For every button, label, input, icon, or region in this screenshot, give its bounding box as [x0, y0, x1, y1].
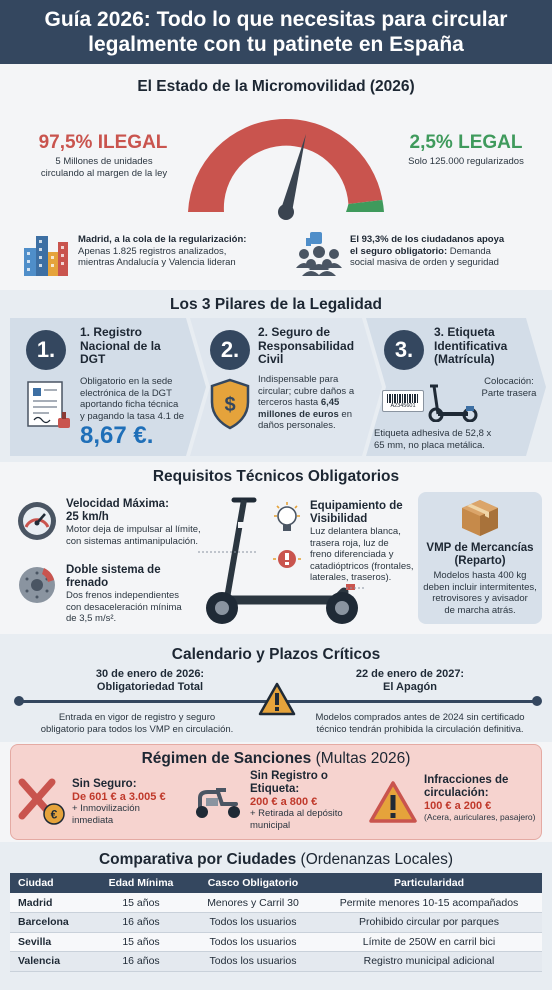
pillar-2-text-line4: en [341, 408, 352, 420]
milestone-2026-text [20, 712, 254, 735]
legal-percentage: 2,5% LEGAL [409, 132, 523, 153]
table-cell-particularity: Límite de 250W en carril bici [316, 932, 542, 952]
sanction-2-title-line1: Sin Registro o [250, 770, 328, 782]
speedometer-icon [16, 500, 58, 542]
milestone-2027 [310, 668, 510, 694]
visibility-text-line1: Luz delantera blanca, [310, 526, 401, 537]
registration-document-icon [24, 380, 72, 434]
pillar-1-text-line2: electrónica de la DGT [80, 387, 172, 399]
milestone-2026-label: Obligatoriedad Total [96, 681, 204, 693]
pillar-2-title-line3: Civil [258, 352, 284, 366]
cities-title-sub: (Ordenanzas Locales) [300, 851, 454, 868]
sanction-traffic-infractions [424, 774, 542, 824]
milestone-2026-text-line1: Entrada en vigor de registro y seguro [58, 712, 216, 723]
milestone-2026-text-line2: obligatorio para todos los VMP en circulación. [40, 723, 234, 735]
svg-text:€: € [50, 807, 58, 822]
cities-title [0, 851, 552, 869]
sanction-1-amount: De 601 € a 3.005 € [72, 791, 166, 803]
sanction-1-text-line2: inmediata [72, 814, 114, 826]
label-placement-line1: Colocación: [484, 376, 534, 387]
table-cell-helmet: Todos los usuarios [190, 913, 316, 933]
illegal-percentage: 97,5% ILEGAL [38, 132, 168, 153]
visibility-requirement [310, 500, 426, 584]
pillar-2-coverage-unit: millones de euros [258, 408, 339, 420]
pillar-1-title-line3: DGT [80, 352, 106, 366]
table-cell-age: 16 años [92, 913, 190, 933]
pillar-1-text-line1: Obligatorio en la sede [80, 376, 173, 387]
milestone-2026 [50, 668, 250, 694]
registration-fee: 8,67 €. [80, 422, 154, 449]
illegal-desc-line1: 5 Millones de unidades [55, 156, 153, 167]
pillar-2-text-line3: terceros hasta [258, 397, 319, 408]
table-cell-city: Barcelona [10, 913, 92, 933]
pillar-3-title-line3: (Matrícula) [434, 352, 495, 366]
speed-title-line2: 25 km/h [66, 511, 109, 523]
pillar-3-text [374, 428, 524, 451]
visibility-text-line4: catadióptricos (frontales, [310, 560, 414, 572]
milestone-2026-date: 30 de enero de 2026: [95, 668, 205, 680]
sanction-3-text: (Acera, auriculares, pasajero) [424, 812, 536, 822]
legal-description: Solo 125.000 regularizados [408, 156, 524, 167]
citizens-info [350, 234, 546, 269]
cargo-box-icon [460, 498, 500, 538]
brake-title-line1: Doble sistema de [66, 564, 161, 576]
pillar-1-title-line1: 1. Registro [80, 325, 143, 339]
towed-scooter-icon [192, 784, 244, 820]
citizens-title-line1: El 93,3% de los ciudadanos apoya [350, 234, 505, 245]
illegal-desc-line2: circulando al margen de la ley [40, 167, 168, 179]
milestone-2027-text-line2: técnico tendrán prohibida la circulación definitiva. [316, 723, 524, 735]
calendar-title: Calendario y Plazos Críticos [171, 646, 381, 663]
visibility-text-line3: freno diferenciada y [310, 549, 394, 560]
sanction-3-title-line2: circulación: [424, 787, 489, 799]
cargo-title-line2: (Reparto) [454, 555, 506, 567]
pillar-3-title-line2: Identificativa [434, 338, 508, 353]
column-header-particularity: Particularidad [316, 873, 542, 893]
warning-triangle-icon [258, 682, 296, 716]
column-header-min-age: Edad Mínima [92, 873, 190, 893]
page-title-line1: Guía 2026: Todo lo que necesitas para circular [44, 8, 508, 31]
no-insurance-x-icon [18, 778, 66, 826]
label-placement-line2: Parte trasera [481, 387, 537, 399]
pillar-3-text-line2: 65 mm, no placa metálica. [374, 439, 485, 451]
pillar-1-title [80, 326, 190, 367]
barcode-icon [387, 394, 419, 403]
table-row [10, 893, 542, 913]
sanction-2-text-line2: municipal [250, 819, 291, 831]
speed-text-line1: Motor deja de impulsar al límite, [66, 524, 201, 535]
speed-requirement [66, 498, 216, 547]
pillar-3-title-line1: 3. Etiqueta [434, 325, 495, 339]
milestone-2027-date: 22 de enero de 2027: [355, 668, 465, 680]
table-cell-age: 15 años [92, 932, 190, 952]
sanction-no-insurance [72, 778, 192, 826]
table-cell-city: Valencia [10, 952, 92, 972]
cargo-text-line2: deben incluir intermitentes, [423, 581, 537, 593]
pillar-2-text-line5: daños personales. [258, 420, 336, 431]
sanctions-title [0, 750, 552, 768]
pillar-1-text [80, 376, 194, 422]
visibility-text-line2: trasera roja, luz de [310, 537, 389, 549]
city-buildings-icon [22, 230, 70, 276]
license-label-sticker [382, 390, 424, 412]
pillar-2-text [258, 374, 366, 432]
table-cell-age: 15 años [92, 893, 190, 913]
pillar-2-coverage-amount: 6,45 [320, 397, 340, 408]
cities-title-main: Comparativa por Ciudades [98, 851, 297, 868]
milestone-2027-text [298, 712, 542, 735]
sanction-2-amount: 200 € a 800 € [250, 796, 318, 808]
pillar-2-title-line1: 2. Seguro de [258, 325, 331, 339]
citizens-text-line1: Demanda [449, 245, 491, 257]
column-header-helmet: Casco Obligatorio [190, 873, 316, 893]
pillar-2-title [258, 326, 364, 367]
pillar-1-text-line4: y pagando la tasa 4.1 de [80, 410, 185, 422]
label-placement [474, 376, 544, 399]
table-cell-helmet: Todos los usuarios [190, 952, 316, 972]
gauge-pivot [278, 204, 294, 220]
light-bulb-icon [272, 502, 302, 536]
rear-light-icon [272, 546, 302, 572]
sanction-1-text-line1: + Inmovilización [72, 803, 140, 814]
sanction-2-text-line1: + Retirada al depósito [250, 808, 343, 819]
pillar-3-text-line1: Etiqueta adhesiva de 52,8 x [374, 428, 492, 439]
traffic-warning-icon [368, 780, 418, 824]
sanction-3-amount: 100 € a 200 € [424, 800, 492, 812]
table-cell-helmet: Menores y Carril 30 [190, 893, 316, 913]
pillar-2-text-line1: Indispensable para [258, 374, 339, 385]
table-cell-city: Sevilla [10, 932, 92, 952]
brake-text-line1: Dos frenos independientes [66, 590, 180, 601]
pillar-1-text-line3: aportando ficha técnica [80, 399, 179, 410]
sanction-2-title-line2: Etiqueta: [250, 783, 300, 795]
state-title: El Estado de la Micromovilidad (2026) [137, 78, 415, 95]
pillar-1-title-line2: Nacional de la [80, 338, 161, 353]
timeline-start-dot [14, 696, 24, 706]
table-row [10, 932, 542, 952]
sanctions-title-main: Régimen de Sanciones [141, 750, 312, 767]
cargo-requirement [420, 542, 540, 616]
citizens-title-line2: el seguro obligatorio: [350, 245, 448, 257]
sanction-3-title-line1: Infracciones de [424, 774, 509, 786]
table-cell-particularity: Prohibido circular por parques [316, 913, 542, 933]
table-row [10, 913, 542, 933]
citizens-thumbs-up-icon [294, 228, 344, 276]
illegal-description [10, 156, 198, 179]
pillar-2-text-line2: circular; cubre daños a [258, 385, 355, 397]
legality-gauge [180, 104, 392, 220]
madrid-info-line1: Apenas 1.825 registros analizados, [78, 245, 227, 257]
pillar-2-title-line2: Responsabilidad [258, 338, 355, 353]
milestone-2027-label: El Apagón [383, 681, 437, 693]
visibility-title-line2: Visibilidad [310, 513, 368, 525]
table-cell-age: 16 años [92, 952, 190, 972]
cities-comparison-table [10, 873, 542, 972]
table-row [10, 952, 542, 972]
speed-title-line1: Velocidad Máxima: [66, 498, 169, 510]
table-header-row [10, 873, 542, 893]
cargo-title-line1: VMP de Mercancías [426, 542, 534, 554]
madrid-info-line2: mientras Andalucía y Valencia lideran [78, 257, 236, 268]
table-cell-helmet: Todos los usuarios [190, 932, 316, 952]
sanctions-title-sub: (Multas 2026) [315, 750, 411, 767]
brake-disc-icon [16, 564, 58, 606]
column-header-city: Ciudad [10, 873, 92, 893]
brake-title-line2: frenado [66, 577, 109, 589]
cargo-text-line1: Modelos hasta 400 kg [433, 570, 527, 581]
madrid-info [78, 234, 278, 269]
sanction-1-title: Sin Seguro: [72, 778, 137, 790]
sanction-no-registration [250, 770, 370, 831]
visibility-text-line5: laterales, traseros). [310, 572, 392, 583]
visibility-title-line1: Equipamiento de [310, 500, 403, 512]
pillar-2-number: 2. [210, 330, 250, 370]
pillars-title: Los 3 Pilares de la Legalidad [170, 296, 382, 313]
pillar-3-number: 3. [384, 330, 424, 370]
table-cell-particularity: Permite menores 10-15 acompañados [316, 893, 542, 913]
milestone-2027-text-line1: Modelos comprados antes de 2024 sin certificado [315, 712, 525, 723]
timeline-end-dot [532, 696, 542, 706]
page-header [0, 0, 552, 64]
pillar-1-number: 1. [26, 330, 66, 370]
svg-text:$: $ [224, 394, 236, 416]
table-cell-particularity: Registro municipal adicional [316, 952, 542, 972]
page-title-line2: legalmente con tu patinete en España [88, 33, 464, 56]
citizens-text-line2: social masiva de orden y seguridad [350, 257, 499, 268]
table-cell-city: Madrid [10, 893, 92, 913]
label-code: A2345601 [390, 403, 416, 409]
brake-requirement [66, 564, 216, 625]
speed-text-line2: con sistemas antimanipulación. [66, 535, 199, 547]
scooter-small-icon [426, 382, 478, 422]
requirements-title: Requisitos Técnicos Obligatorios [152, 468, 400, 485]
cargo-text-line3: retrovisores y avisador [432, 593, 528, 604]
brake-text-line3: de 3,5 m/s². [66, 613, 117, 624]
insurance-shield-icon [208, 378, 252, 430]
brake-text-line2: con desaceleración mínima [66, 601, 182, 613]
cargo-text-line4: de marcha atrás. [444, 604, 516, 616]
pillar-3-title [434, 326, 540, 367]
madrid-info-title: Madrid, a la cola de la regularización: [78, 234, 247, 245]
